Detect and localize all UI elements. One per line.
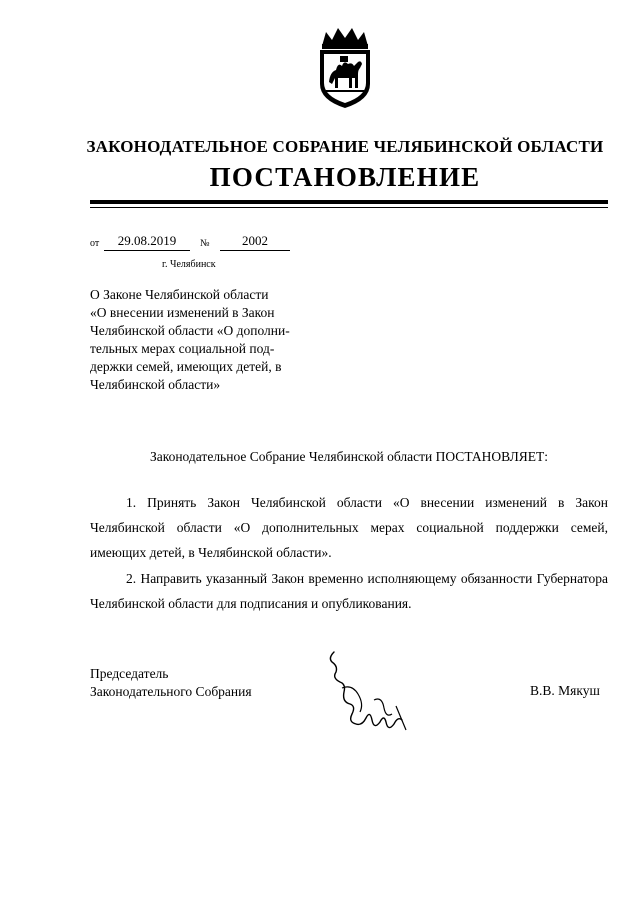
subject-line: Челябинской области «О дополни-: [90, 323, 290, 338]
date-prefix: от: [90, 238, 100, 249]
document-date: 29.08.2019: [104, 233, 190, 251]
coat-of-arms-icon: [314, 26, 376, 110]
signatory-name: В.В. Мякуш: [530, 683, 600, 698]
resolution-statement: Законодательное Собрание Челябинской области ПОСТАНОВЛЯЕТ:: [149, 449, 549, 464]
subject-line: Челябинской области»: [90, 377, 221, 392]
subject-line: тельных мерах социальной под-: [90, 341, 275, 356]
subject-line: О Законе Челябинской области: [90, 287, 269, 302]
subject-line: держки семей, имеющих детей, в: [90, 359, 282, 374]
header-rule-thin: [90, 207, 608, 208]
organization-title: ЗАКОНОДАТЕЛЬНОЕ СОБРАНИЕ ЧЕЛЯБИНСКОЙ ОБЛАСТИ: [86, 137, 604, 156]
document-type-title: ПОСТАНОВЛЕНИЕ: [209, 162, 481, 192]
document-city: г. Челябинск: [162, 259, 216, 270]
signature-icon: [322, 648, 422, 738]
subject-line: «О внесении изменений в Закон: [90, 305, 275, 320]
header-rule-thick: [90, 200, 608, 204]
resolution-item-1: 1. Принять Закон Челябинской области «О внесении изменений в Закон Челябинской области «О дополнительных мерах социальной поддержки семей, имеющих детей, в Челябинской области».: [90, 495, 608, 560]
document-meta: [90, 233, 340, 253]
resolution-item-2: 2. Направить указанный Закон временно исполняющему обязанности Губернатора Челябинской области для подписания и опубликования.: [90, 571, 608, 611]
signatory-title: [90, 665, 252, 701]
signatory-title-line2: Законодательного Собрания: [90, 684, 252, 699]
document-subject: [90, 286, 302, 394]
document-number: 2002: [220, 233, 290, 251]
number-prefix: №: [200, 238, 210, 249]
signatory-title-line1: Председатель: [90, 666, 169, 681]
